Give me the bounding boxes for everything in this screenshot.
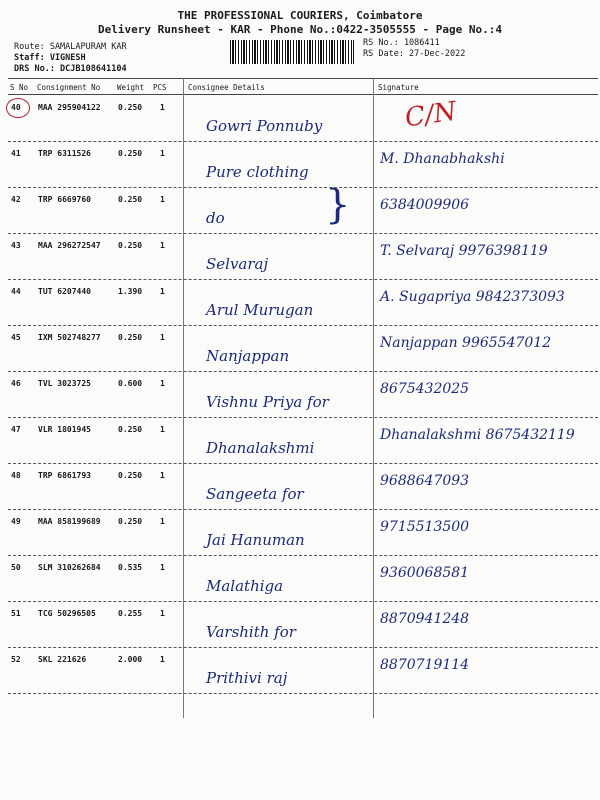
row-signature: 9360068581 — [380, 565, 470, 581]
row-pcs: 1 — [160, 609, 165, 618]
drs-number: DRS No.: DCJB108641104 — [14, 64, 127, 74]
row-sno: 43 — [11, 241, 21, 250]
row-pcs: 1 — [160, 655, 165, 664]
table-top-line — [8, 78, 598, 79]
row-sno: 44 — [11, 287, 21, 296]
row-signature: A. Sugapriya 9842373093 — [380, 289, 565, 305]
row-consignee: Jai Hanuman — [206, 531, 305, 549]
row-pcs: 1 — [160, 241, 165, 250]
row-sno: 51 — [11, 609, 21, 618]
row-sno: 50 — [11, 563, 21, 572]
row-weight: 0.250 — [118, 195, 143, 204]
row-consignment-no: MAA 295904122 — [38, 103, 101, 112]
row-signature: 8675432025 — [380, 381, 470, 397]
col-header-consignee: Consignee Details — [188, 83, 265, 92]
row-sno: 45 — [11, 333, 21, 342]
row-consignment-no: SLM 310262684 — [38, 563, 101, 572]
row-consignment-no: TUT 6207440 — [38, 287, 91, 296]
row-consignee: Vishnu Priya for — [206, 393, 329, 411]
row-sno: 48 — [11, 471, 21, 480]
row-consignment-no: TCG 50296505 — [38, 609, 96, 618]
row-consignment-no: IXM 502748277 — [38, 333, 101, 342]
row-sno: 41 — [11, 149, 21, 158]
row-weight: 0.250 — [118, 471, 143, 480]
cn-mark: C/N — [403, 96, 459, 134]
row-sno: 42 — [11, 195, 21, 204]
row-pcs: 1 — [160, 425, 165, 434]
table-row — [8, 371, 598, 418]
col-header-consignment: Consignment No — [37, 83, 101, 92]
row-pcs: 1 — [160, 287, 165, 296]
barcode — [230, 40, 354, 64]
row-consignee: Dhanalakshmi — [206, 439, 315, 457]
row-weight: 0.600 — [118, 379, 143, 388]
row-sno: 40 — [11, 103, 21, 112]
row-sno: 52 — [11, 655, 21, 664]
table-row — [8, 95, 598, 142]
row-pcs: 1 — [160, 149, 165, 158]
table-row — [8, 141, 598, 188]
table-row — [8, 325, 598, 372]
table-row — [8, 187, 598, 234]
col-header-pcs: PCS — [153, 83, 167, 92]
runsheet-title: THE PROFESSIONAL COURIERS, Coimbatore — [177, 9, 423, 22]
brace-mark: } — [325, 182, 351, 228]
row-consignee: do — [206, 209, 225, 227]
row-signature: Dhanalakshmi 8675432119 — [380, 427, 575, 443]
row-consignee: Sangeeta for — [206, 485, 304, 503]
route-label: Route: SAMALAPURAM KAR — [14, 42, 127, 52]
row-consignee: Malathiga — [206, 577, 284, 595]
row-signature: 9688647093 — [380, 473, 470, 489]
row-weight: 0.250 — [118, 149, 143, 158]
row-consignee: Arul Murugan — [206, 301, 314, 319]
row-sno: 47 — [11, 425, 21, 434]
row-pcs: 1 — [160, 195, 165, 204]
row-signature: 9715513500 — [380, 519, 470, 535]
row-weight: 0.250 — [118, 517, 143, 526]
row-pcs: 1 — [160, 103, 165, 112]
row-signature: T. Selvaraj 9976398119 — [380, 243, 548, 259]
row-consignment-no: TRP 6311526 — [38, 149, 91, 158]
rs-number: RS No.: 1086411 — [363, 38, 440, 48]
row-signature: 8870719114 — [380, 657, 470, 673]
row-consignment-no: MAA 858199689 — [38, 517, 101, 526]
row-weight: 0.250 — [118, 241, 143, 250]
row-consignment-no: VLR 1801945 — [38, 425, 91, 434]
row-signature: 6384009906 — [380, 197, 470, 213]
row-weight: 0.535 — [118, 563, 143, 572]
row-consignee: Pure clothing — [206, 163, 309, 181]
row-pcs: 1 — [160, 379, 165, 388]
row-consignee: Selvaraj — [206, 255, 269, 273]
row-consignee: Prithivi raj — [206, 669, 288, 687]
col-header-sno: S No — [10, 83, 29, 92]
row-sno: 49 — [11, 517, 21, 526]
table-row — [8, 279, 598, 326]
runsheet-subtitle: Delivery Runsheet - KAR - Phone No.:0422-3505555 - Page No.:4 — [98, 23, 502, 36]
staff-label: Staff: VIGNESH — [14, 53, 86, 63]
row-consignment-no: SKL 221626 — [38, 655, 87, 664]
row-pcs: 1 — [160, 517, 165, 526]
row-pcs: 1 — [160, 563, 165, 572]
table-row — [8, 233, 598, 280]
table-row — [8, 601, 598, 648]
row-consignment-no: TVL 3023725 — [38, 379, 91, 388]
row-consignee: Nanjappan — [206, 347, 290, 365]
row-sno: 46 — [11, 379, 21, 388]
table-row — [8, 647, 598, 694]
table-row — [8, 555, 598, 602]
table-row — [8, 417, 598, 464]
row-weight: 0.255 — [118, 609, 143, 618]
col-header-signature: Signature — [378, 83, 419, 92]
row-consignment-no: MAA 296272547 — [38, 241, 101, 250]
row-consignee: Varshith for — [206, 623, 296, 641]
row-pcs: 1 — [160, 471, 165, 480]
row-consignment-no: TRP 6669760 — [38, 195, 91, 204]
row-weight: 2.000 — [118, 655, 143, 664]
row-signature: M. Dhanabhakshi — [380, 151, 505, 167]
row-weight: 0.250 — [118, 103, 143, 112]
rs-date: RS Date: 27-Dec-2022 — [363, 49, 466, 59]
row-consignee: Gowri Ponnuby — [206, 117, 323, 135]
table-row — [8, 509, 598, 556]
row-weight: 0.250 — [118, 333, 143, 342]
row-consignment-no: TRP 6861793 — [38, 471, 91, 480]
row-pcs: 1 — [160, 333, 165, 342]
row-signature: Nanjappan 9965547012 — [380, 335, 552, 351]
row-weight: 0.250 — [118, 425, 143, 434]
col-header-weight: Weight — [117, 83, 145, 92]
row-signature: 8870941248 — [380, 611, 470, 627]
table-row — [8, 463, 598, 510]
row-weight: 1.390 — [118, 287, 143, 296]
